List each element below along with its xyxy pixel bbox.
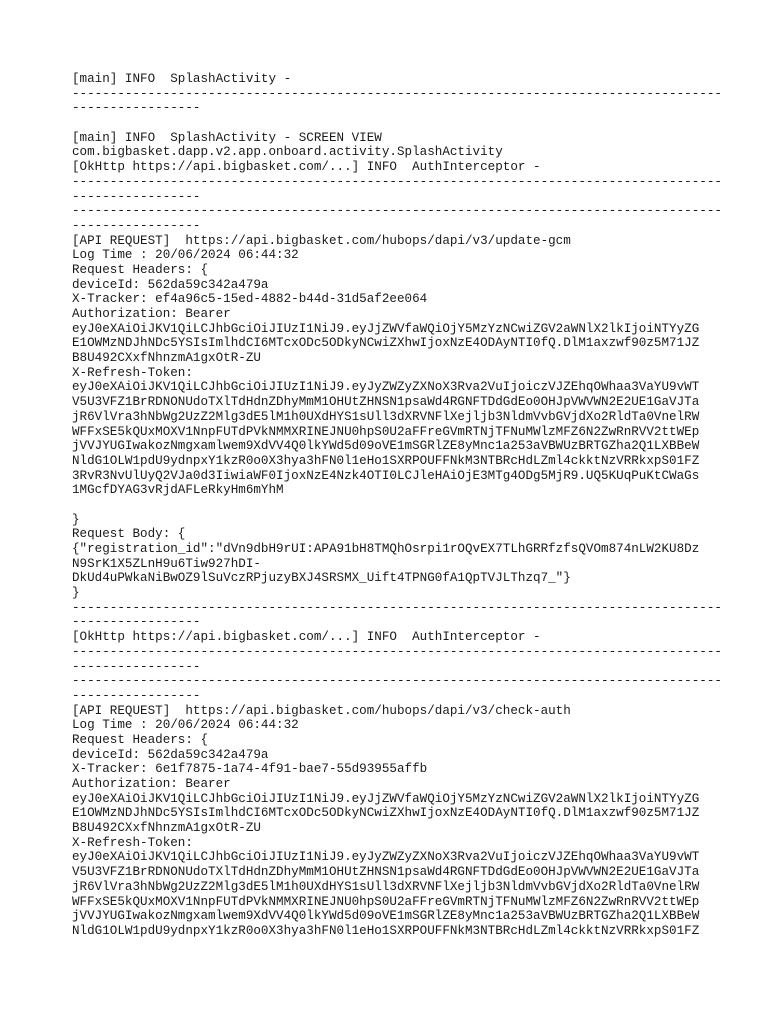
log-line: } [72,586,80,601]
log-line: jR6VlVra3hNbWg2UzZ2Mlg3dE5lM1h0UXdHYS1sUll3dXRVNFlXejljb3NldmVvbGVjdXo2RldTa0VnelRW [72,879,700,894]
log-line: X-Refresh-Token: [72,365,193,380]
log-line: ----------------- [72,615,201,630]
log-line: E1OWMzNDJhNDc5YSIsImlhdCI6MTcxODc5ODkyNCwiZXhwIjoxNzE4ODAyNTI0fQ.DlM1axzwf90z5M71JZ [72,806,700,821]
log-line: eyJ0eXAiOiJKV1QiLCJhbGciOiJIUzI1NiJ9.eyJjZWVfaWQiOjY5MzYzNCwiZGV2aWNlX2lkIjoiNTYyZG [72,791,700,806]
log-line: eyJ0eXAiOiJKV1QiLCJhbGciOiJIUzI1NiJ9.eyJyZWZyZXNoX3Rva2VuIjoiczVJZEhqOWhaa3VaYU9vWT [72,850,700,865]
log-line: NldG1OLW1pdU9ydnpxY1kzR0o0X3hya3hFN0l1eHo1SXRPOUFFNkM3NTBRcHdLZml4ckktNzVRRkxpS01FZ [72,923,700,938]
log-line: ----------------- [72,189,201,204]
log-line: [main] INFO SplashActivity - [72,72,292,86]
log-document [72,72,722,939]
log-line: Authorization: Bearer [72,307,231,321]
log-line [72,498,712,513]
log-line: ----------------- [72,101,201,116]
log-line: eyJ0eXAiOiJKV1QiLCJhbGciOiJIUzI1NiJ9.eyJyZWZyZXNoX3Rva2VuIjoiczVJZEhqOWhaa3VaYU9vWT [72,380,700,395]
log-line: jR6VlVra3hNbWg2UzZ2Mlg3dE5lM1h0UXdHYS1sUll3dXRVNFlXejljb3NldmVvbGVjdXo2RldTa0VnelRW [72,409,700,424]
log-line: -------------------------------------------------------------------------------------- [72,174,722,189]
log-line: deviceId: 562da59c342a479a [72,747,269,762]
log-line: V5U3VFZ1BrRDNONUdoTXlTdHdnZDhyMmM1OHUtZHNSN1psaWd4RGNFTDdGdEo0OHJpVWVWN2E2UE1GaVJTa [72,395,700,410]
log-line: com.bigbasket.dapp.v2.app.onboard.activity.SplashActivity [72,145,503,160]
log-line: -------------------------------------------------------------------------------------- [72,674,722,689]
log-line: -------------------------------------------------------------------------------------- [72,86,722,101]
log-line: eyJ0eXAiOiJKV1QiLCJhbGciOiJIUzI1NiJ9.eyJjZWVfaWQiOjY5MzYzNCwiZGV2aWNlX2lkIjoiNTYyZG [72,321,700,336]
log-line: {"registration_id":"dVn9dbH9rUI:APA91bH8TMQhOsrpi1rOQvEX7TLhGRRfzfsQVOm874nLW2KU8Dz [72,542,700,556]
log-line: [OkHttp https://api.bigbasket.com/...] INFO AuthInterceptor - [72,630,541,645]
log-line: ----------------- [72,218,201,233]
log-line: [API REQUEST] https://api.bigbasket.com/hubops/dapi/v3/check-auth [72,703,571,718]
log-line: Log Time : 20/06/2024 06:44:32 [72,248,299,263]
log-line: Request Headers: { [72,262,209,277]
log-line: 1MGcfDYAG3vRjdAFLeRkyHm6mYhM [72,483,284,498]
log-line: deviceId: 562da59c342a479a [72,277,269,292]
log-line: E1OWMzNDJhNDc5YSIsImlhdCI6MTcxODc5ODkyNCwiZXhwIjoxNzE4ODAyNTI0fQ.DlM1axzwf90z5M71JZ [72,336,700,351]
log-line: [API REQUEST] https://api.bigbasket.com/hubops/dapi/v3/update-gcm [72,233,571,248]
log-line: B8U492CXxfNhnzmA1gxOtR-ZU [72,351,261,366]
log-line: N9SrK1X5ZLnH9u6Tiw927hDI- [72,556,261,571]
log-line: WFFxSE5kQUxMOXV1NnpFUTdPVkNMMXRINEJNU0hpS0U2aFFreGVmRTNjTFNuMWlzMFZ6N2ZwRnRVV2ttWEp [72,894,700,909]
log-line: DkUd4uPWkaNiBwOZ9lSuVczRPjuzyBXJ4SRSMX_Uift4TPNG0fA1QpTVJLThzq7_"} [72,571,571,586]
log-line: WFFxSE5kQUxMOXV1NnpFUTdPVkNMMXRINEJNU0hpS0U2aFFreGVmRTNjTFNuMWlzMFZ6N2ZwRnRVV2ttWEp [72,424,700,439]
log-line: jVVJYUGIwakozNmgxamlwem9XdVV4Q0lkYWd5d09oVE1mSGRlZE8yMnc1a253aVBWUzBRTGZha2Q1LXBBeW [72,439,700,454]
log-line: [OkHttp https://api.bigbasket.com/...] INFO AuthInterceptor - [72,160,541,175]
log-line: -------------------------------------------------------------------------------------- [72,204,722,219]
log-line: -------------------------------------------------------------------------------------- [72,644,722,659]
log-line: [main] INFO SplashActivity - SCREEN VIEW [72,130,382,145]
log-line [72,116,712,131]
log-line: X-Tracker: 6e1f7875-1a74-4f91-bae7-55d93955affb [72,762,428,777]
log-line: -------------------------------------------------------------------------------------- [72,600,722,615]
log-line: Request Headers: { [72,732,209,747]
log-line: Log Time : 20/06/2024 06:44:32 [72,718,299,733]
log-line: Authorization: Bearer [72,777,231,791]
log-line: } [72,512,80,527]
log-line: X-Refresh-Token: [72,835,193,850]
log-line: ----------------- [72,659,201,674]
log-line: jVVJYUGIwakozNmgxamlwem9XdVV4Q0lkYWd5d09oVE1mSGRlZE8yMnc1a253aVBWUzBRTGZha2Q1LXBBeW [72,909,700,924]
log-line: 3RvR3NvUlUyQ2VJa0d3IiwiaWF0IjoxNzE4Nzk4OTI0LCJleHAiOjE3MTg4ODg5MjR9.UQ5KUqPuKtCWaGs [72,468,700,483]
log-line: V5U3VFZ1BrRDNONUdoTXlTdHdnZDhyMmM1OHUtZHNSN1psaWd4RGNFTDdGdEo0OHJpVWVWN2E2UE1GaVJTa [72,865,700,880]
log-line: Request Body: { [72,527,186,542]
log-line: NldG1OLW1pdU9ydnpxY1kzR0o0X3hya3hFN0l1eHo1SXRPOUFFNkM3NTBRcHdLZml4ckktNzVRRkxpS01FZ [72,453,700,468]
log-line: B8U492CXxfNhnzmA1gxOtR-ZU [72,821,261,836]
log-line: X-Tracker: ef4a96c5-15ed-4882-b44d-31d5af2ee064 [72,292,428,307]
log-line: ----------------- [72,688,201,703]
